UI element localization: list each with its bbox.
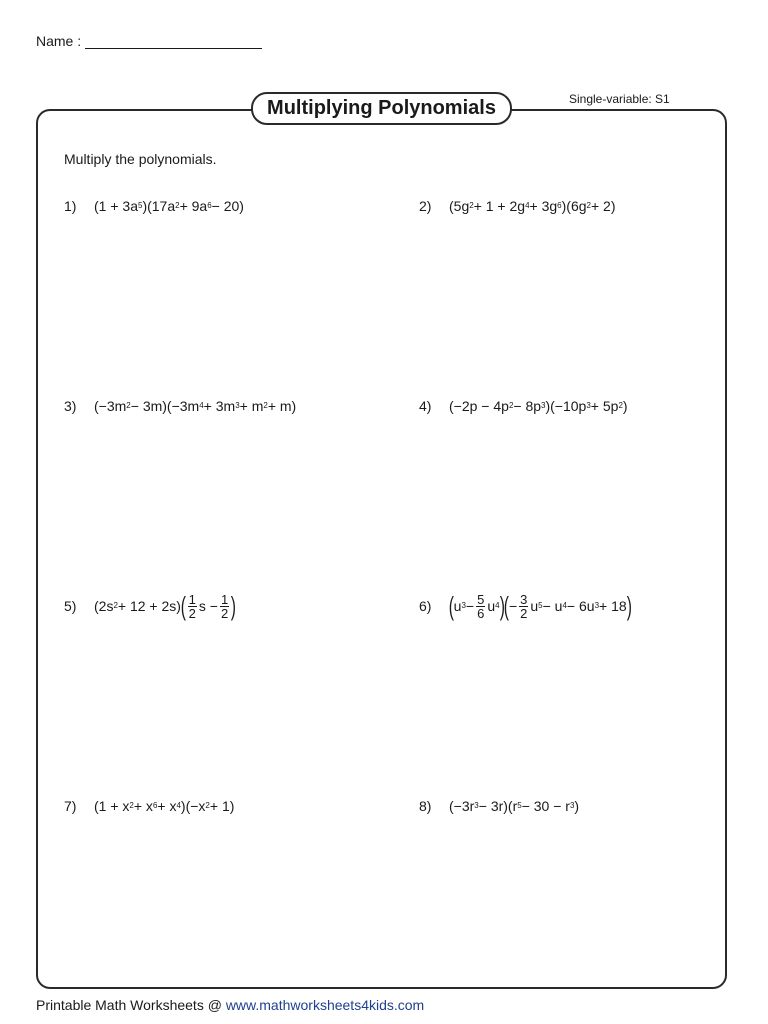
problem-expression: (−3r 3 − 3r)(r 5 − 30 − r 3 ) <box>449 798 580 814</box>
problem-expression: (1 + 3a 5 )(17a 2 + 9a 6 − 20) <box>94 198 244 214</box>
problem-expression: ( u 3 − $\frac{5}{6}$ u 4 ) ( − $\frac{3}{2}$ u 5 − u 4 − 6u 3 + 18 ) <box>448 591 632 621</box>
problem-expression: (5g 2 + 1 + 2g 4 + 3g 6 )(6g 2 + 2) <box>449 198 616 214</box>
problem-7 <box>64 789 234 823</box>
problem-5 <box>64 589 236 623</box>
footer-text: Printable Math Worksheets @ <box>36 997 226 1013</box>
problem-number: 5) <box>64 598 77 614</box>
worksheet-title: Multiplying Polynomials <box>251 92 512 125</box>
problem-number: 3) <box>64 398 77 414</box>
problem-3 <box>64 389 296 423</box>
footer-link[interactable]: www.mathworksheets4kids.com <box>225 997 425 1013</box>
name-blank-line[interactable] <box>85 32 262 49</box>
footer <box>36 997 424 1013</box>
name-field <box>36 32 262 49</box>
problem-expression: (1 + x 2 + x 6 + x 4 )(−x 2 + 1) <box>94 798 235 814</box>
name-label: Name : <box>36 33 82 49</box>
worksheet-frame <box>36 109 727 989</box>
problem-number: 4) <box>419 398 432 414</box>
problem-expression: (−2p − 4p 2 − 8p 3 )(−10p 3 + 5p 2 ) <box>449 398 628 414</box>
problem-4 <box>419 389 628 423</box>
problem-6 <box>419 589 631 623</box>
problem-expression: (−3m 2 − 3m)(−3m 4 + 3m 3 + m 2 + m) <box>94 398 297 414</box>
problem-number: 8) <box>419 798 432 814</box>
variant-label: Single-variable: S1 <box>569 92 670 106</box>
problem-expression: (2s 2 + 12 + 2s) ( $\frac{1}{2}$ s − $\frac{1}{2}$ ) <box>94 591 237 621</box>
problem-8 <box>419 789 579 823</box>
problem-number: 7) <box>64 798 77 814</box>
problem-number: 2) <box>419 198 432 214</box>
instructions: Multiply the polynomials. <box>64 151 217 167</box>
problem-number: 1) <box>64 198 77 214</box>
problem-number: 6) <box>419 598 432 614</box>
problem-1 <box>64 189 244 223</box>
problem-2 <box>419 189 616 223</box>
